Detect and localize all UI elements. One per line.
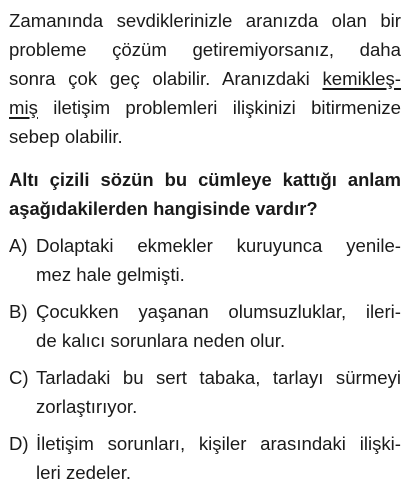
passage-line: sebep olabilir. <box>9 126 123 147</box>
option-text: zorlaştırıyor. <box>36 396 138 417</box>
passage-text: sonra çok geç olabilir. Aranızdaki <box>9 68 323 89</box>
passage-line: Zamanında sevdiklerinizle aranızda olan bir <box>9 10 401 31</box>
option-text: Tarladaki bu sert tabaka, tarlayı sürmeyi <box>36 367 401 388</box>
underlined-word: miş <box>9 97 38 118</box>
option-text: İletişim sorunları, kişiler arasındaki ilişki- <box>36 433 401 454</box>
underlined-word: kemikleş- <box>322 68 401 89</box>
question-line: aşağıdakilerden hangisinde vardır? <box>9 198 318 219</box>
option-letter: D) <box>9 433 29 454</box>
option-text: Çocukken yaşanan olumsuzluklar, ileri- <box>36 301 401 322</box>
question-stem <box>9 165 401 223</box>
option-a[interactable] <box>9 231 401 289</box>
option-text: Dolaptaki ekmekler kuruyunca yenile- <box>36 235 401 256</box>
option-b[interactable] <box>9 297 401 355</box>
option-text: mez hale gelmişti. <box>36 264 185 285</box>
option-c[interactable] <box>9 363 401 421</box>
option-text: de kalıcı sorunlara neden olur. <box>36 330 286 351</box>
option-d[interactable] <box>9 429 401 487</box>
option-letter: C) <box>9 367 29 388</box>
passage-line <box>9 64 401 93</box>
question-line: Altı çizili sözün bu cümleye kattığı anlam <box>9 169 401 190</box>
option-letter: B) <box>9 301 28 322</box>
passage-line: probleme çözüm getiremiyorsanız, daha <box>9 39 401 60</box>
option-letter: A) <box>9 235 28 256</box>
passage-line <box>9 93 401 122</box>
question-page <box>9 6 401 487</box>
passage-text: iletişim problemleri ilişkinizi bitirmenize <box>37 97 401 118</box>
passage <box>9 6 401 151</box>
option-text: leri zedeler. <box>36 462 132 483</box>
